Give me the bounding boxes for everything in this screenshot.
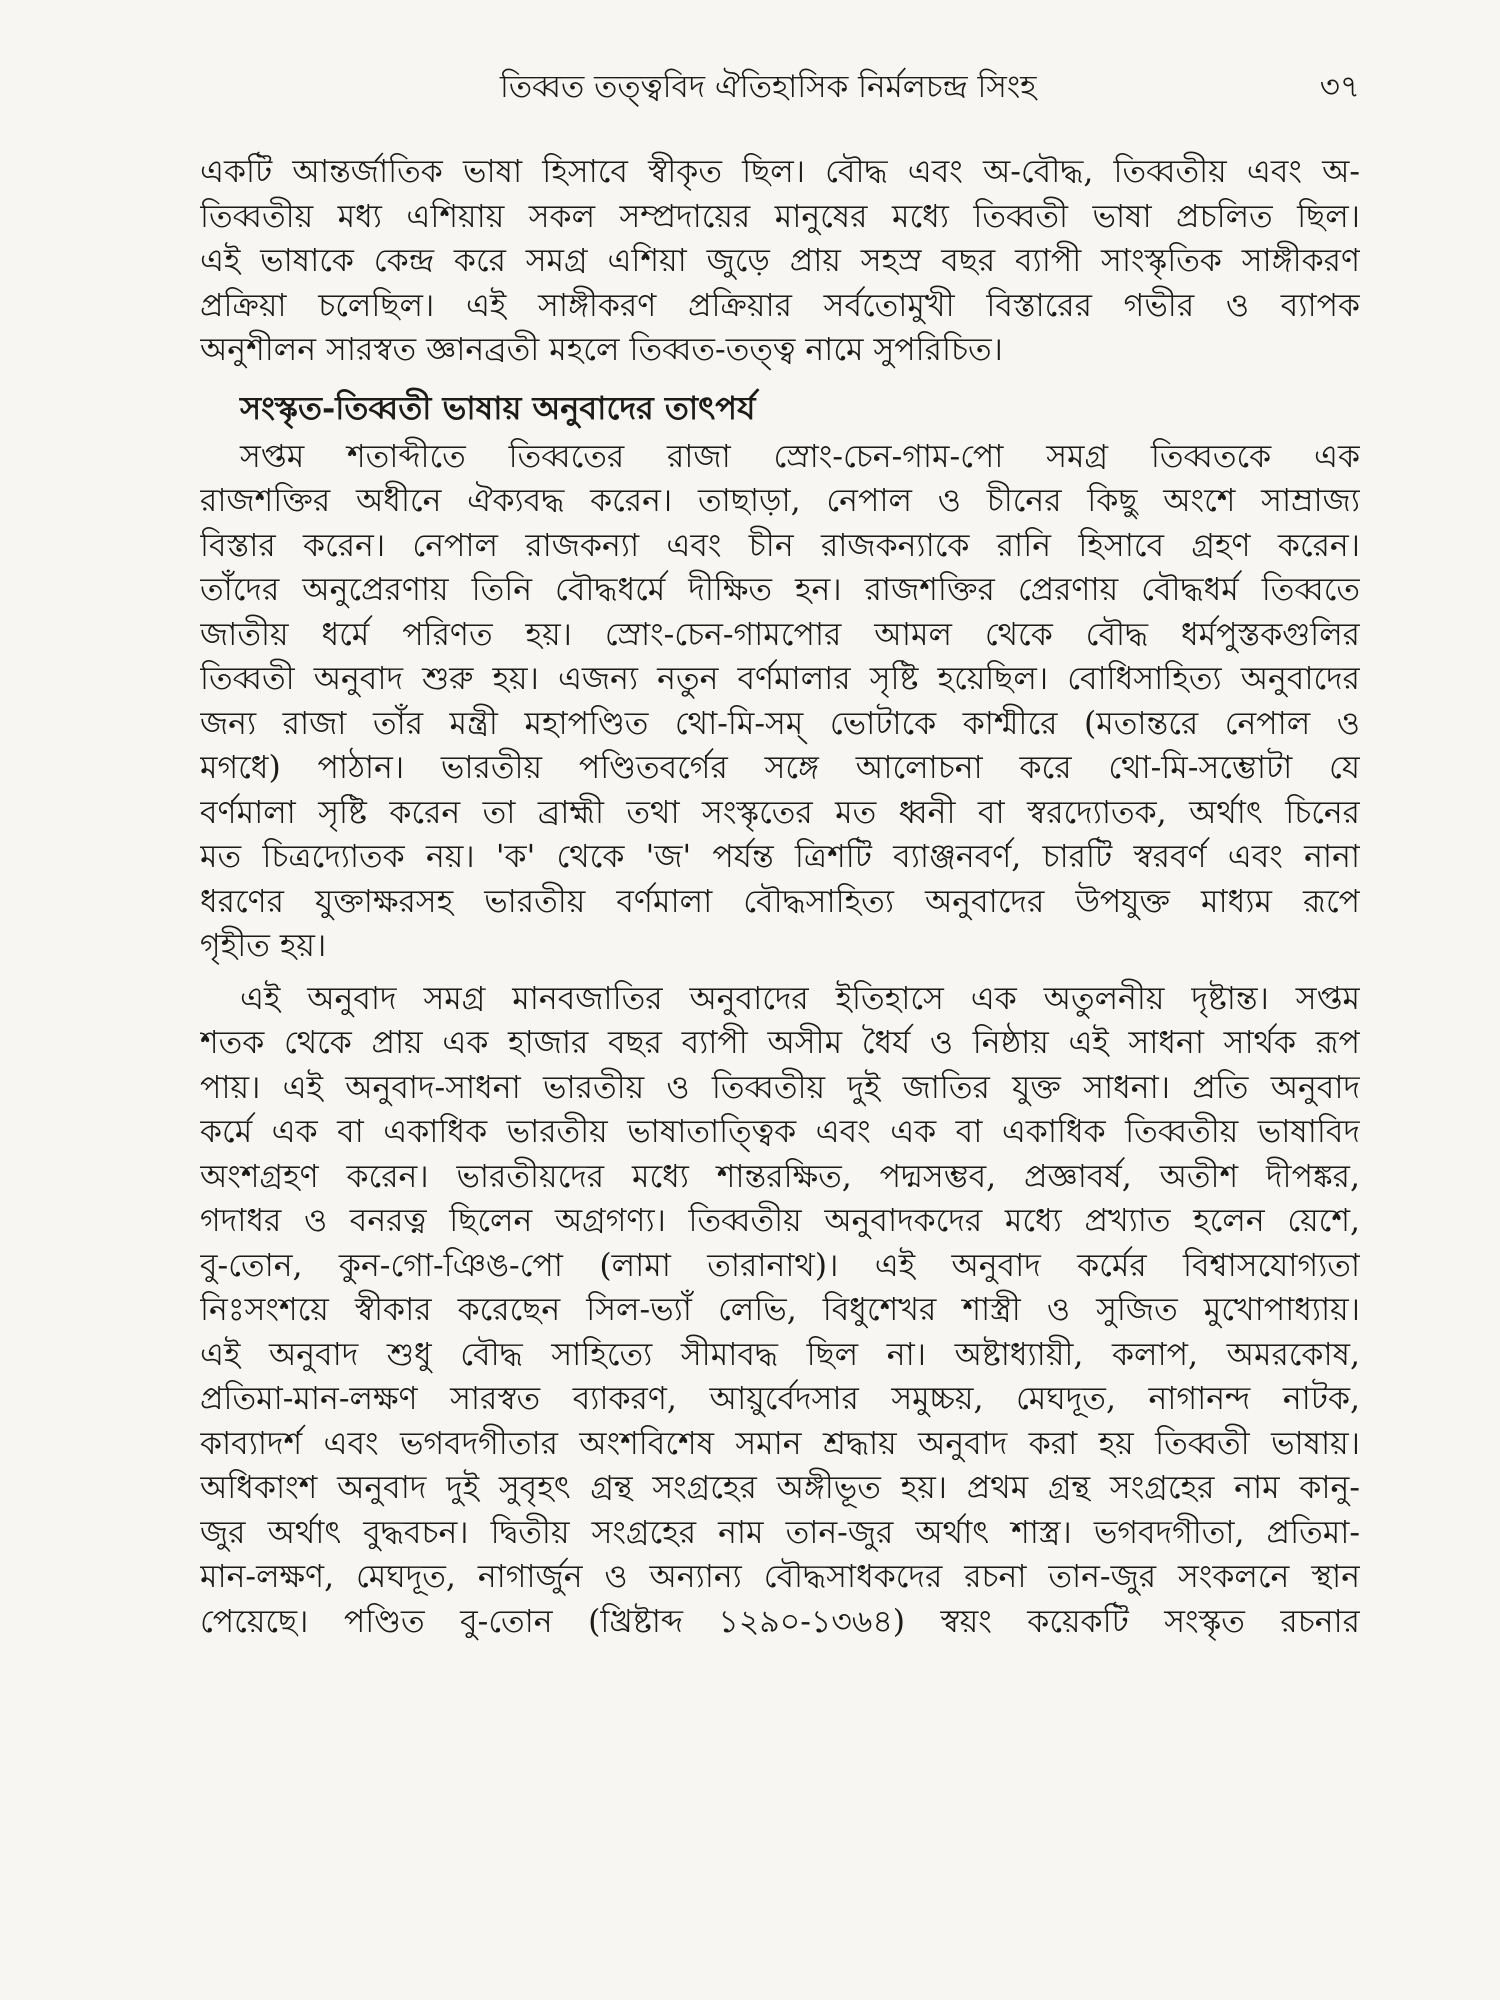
text-line: অনুশীলন সারস্বত জ্ঞানব্রতী মহলে তিব্বত-তত্ত্ব নামে সুপরিচিত।	[200, 332, 1003, 368]
text-line: পেয়েছে। পণ্ডিত বু-তোন (খ্রিষ্টাব্দ ১২৯০-১৩৬৪) স্বয়ং কয়েকটি সংস্কৃত রচনার	[200, 1603, 1360, 1640]
paragraph-2	[200, 435, 1360, 969]
text-line: পায়। এই অনুবাদ-সাধনা ভারতীয় ও তিব্বতীয় দুই জাতির যুক্ত সাধনা। প্রতি অনুবাদ	[200, 1069, 1360, 1106]
text-line: কাব্যাদর্শ এবং ভগবদগীতার অংশবিশেষ সমান শ্রদ্ধায় অনুবাদ করা হয় তিব্বতী ভাষায়।	[200, 1425, 1360, 1462]
text-line: প্রক্রিয়া চলেছিল। এই সাঙ্গীকরণ প্রক্রিয়ার সর্বতোমুখী বিস্তারের গভীর ও ব্যাপক	[200, 287, 1360, 324]
text-line: মত চিত্রদ্যোতক নয়। 'ক' থেকে 'জ' পর্যন্ত ত্রিশটি ব্যাঞ্জনবর্ণ, চারটি স্বরবর্ণ এবং নানা	[200, 839, 1360, 875]
header-title: তিব্বত তত্ত্ববিদ ঐতিহাসিক নির্মলচন্দ্র সিংহ	[500, 69, 1037, 105]
paragraph-1	[200, 150, 1360, 373]
text-line: বু-তোন, কুন-গো-ঞিঙ-পো (লামা তারানাথ)। এই অনুবাদ কর্মের বিশ্বাসযোগ্যতা	[200, 1247, 1360, 1284]
text-line: নিঃসংশয়ে স্বীকার করেছেন সিল-ভ্যাঁ লেভি, বিধুশেখর শাস্ত্রী ও সুজিত মুখোপাধ্যায়।	[200, 1292, 1360, 1328]
text-line: ধরণের যুক্তাক্ষরসহ ভারতীয় বর্ণমালা বৌদ্ধসাহিত্য অনুবাদের উপযুক্ত মাধ্যম রূপে	[200, 883, 1360, 920]
text-line: জুর অর্থাৎ বুদ্ধবচন। দ্বিতীয় সংগ্রহের নাম তান-জুর অর্থাৎ শাস্ত্র। ভগবদগীতা, প্রতিমা-	[200, 1514, 1360, 1551]
body-text	[200, 150, 1360, 1644]
text-line: সপ্তম শতাব্দীতে তিব্বতের রাজা স্রোং-চেন-গাম-পো সমগ্র তিব্বতকে এক	[240, 438, 1360, 475]
text-line: বিস্তার করেন। নেপাল রাজকন্যা এবং চীন রাজকন্যাকে রানি হিসাবে গ্রহণ করেন।	[200, 527, 1360, 564]
text-line: রাজশক্তির অধীনে ঐক্যবদ্ধ করেন। তাছাড়া, নেপাল ও চীনের কিছু অংশে সাম্রাজ্য	[200, 483, 1360, 519]
text-line: এই অনুবাদ শুধু বৌদ্ধ সাহিত্যে সীমাবদ্ধ ছিল না। অষ্টাধ্যায়ী, কলাপ, অমরকোষ,	[200, 1336, 1360, 1373]
text-line: গৃহীত হয়।	[200, 928, 327, 964]
text-line: জন্য রাজা তাঁর মন্ত্রী মহাপণ্ডিত থো-মি-সম্ ভোটাকে কাশ্মীরে (মতান্তরে নেপাল ও	[200, 705, 1360, 742]
text-line: তিব্বতীয় মধ্য এশিয়ায় সকল সম্প্রদায়ের মানুষের মধ্যে তিব্বতী ভাষা প্রচলিত ছিল।	[200, 198, 1360, 235]
paragraph-3	[200, 977, 1360, 1645]
text-line: প্রতিমা-মান-লক্ষণ সারস্বত ব্যাকরণ, আয়ুর্বেদসার সমুচ্চয়, মেঘদূত, নাগানন্দ নাটক,	[200, 1381, 1360, 1417]
text-line: অংশগ্রহণ করেন। ভারতীয়দের মধ্যে শান্তরক্ষিত, পদ্মসম্ভব, প্রজ্ঞাবর্ষ, অতীশ দীপঙ্কর,	[200, 1158, 1360, 1195]
text-line: এই ভাষাকে কেন্দ্র করে সমগ্র এশিয়া জুড়ে প্রায় সহস্র বছর ব্যাপী সাংস্কৃতিক সাঙ্গীকরণ	[200, 243, 1360, 279]
text-line: মগধে) পাঠান। ভারতীয় পণ্ডিতবর্গের সঙ্গে আলোচনা করে থো-মি-সম্ভোটা যে	[200, 750, 1360, 786]
text-line: অধিকাংশ অনুবাদ দুই সুবৃহৎ গ্রন্থ সংগ্রহের অঙ্গীভূত হয়। প্রথম গ্রন্থ সংগ্রহের নাম কানু-	[200, 1470, 1360, 1506]
paragraph-gap	[200, 969, 1360, 977]
text-line: তিব্বতী অনুবাদ শুরু হয়। এজন্য নতুন বর্ণমালার সৃষ্টি হয়েছিল। বোধিসাহিত্য অনুবাদের	[200, 661, 1360, 697]
text-line: জাতীয় ধর্মে পরিণত হয়। স্রোং-চেন-গামপোর আমল থেকে বৌদ্ধ ধর্মপুস্তকগুলির	[200, 616, 1360, 653]
text-line: শতক থেকে প্রায় এক হাজার বছর ব্যাপী অসীম ধৈর্য ও নিষ্ঠায় এই সাধনা সার্থক রূপ	[200, 1025, 1360, 1061]
text-line: মান-লক্ষণ, মেঘদূত, নাগার্জুন ও অন্যান্য বৌদ্ধসাধকদের রচনা তান-জুর সংকলনে স্থান	[200, 1559, 1360, 1595]
text-line: তাঁদের অনুপ্রেরণায় তিনি বৌদ্ধধর্মে দীক্ষিত হন। রাজশক্তির প্রেরণায় বৌদ্ধধর্ম তিব্বতে	[200, 572, 1360, 608]
text-line: কর্মে এক বা একাধিক ভারতীয় ভাষাতাত্ত্বিক এবং এক বা একাধিক তিব্বতীয় ভাষাবিদ	[200, 1114, 1360, 1150]
text-line: এই অনুবাদ সমগ্র মানবজাতির অনুবাদের ইতিহাসে এক অতুলনীয় দৃষ্টান্ত। সপ্তম	[240, 980, 1360, 1017]
section-heading: সংস্কৃত-তিব্বতী ভাষায় অনুবাদের তাৎপর্য	[240, 388, 756, 427]
page-number: ৩৭	[1319, 69, 1360, 105]
running-header	[200, 62, 1360, 112]
text-line: বর্ণমালা সৃষ্টি করেন তা ব্রাহ্মী তথা সংস্কৃতের মত ধ্বনী বা স্বরদ্যোতক, অর্থাৎ চিনের	[200, 794, 1360, 831]
text-line: গদাধর ও বনরত্ন ছিলেন অগ্রগণ্য। তিব্বতীয় অনুবাদকদের মধ্যে প্রখ্যাত হলেন য়েশে,	[200, 1203, 1360, 1239]
text-line: একটি আন্তর্জাতিক ভাষা হিসাবে স্বীকৃত ছিল। বৌদ্ধ এবং অ-বৌদ্ধ, তিব্বতীয় এবং অ-	[200, 154, 1360, 190]
